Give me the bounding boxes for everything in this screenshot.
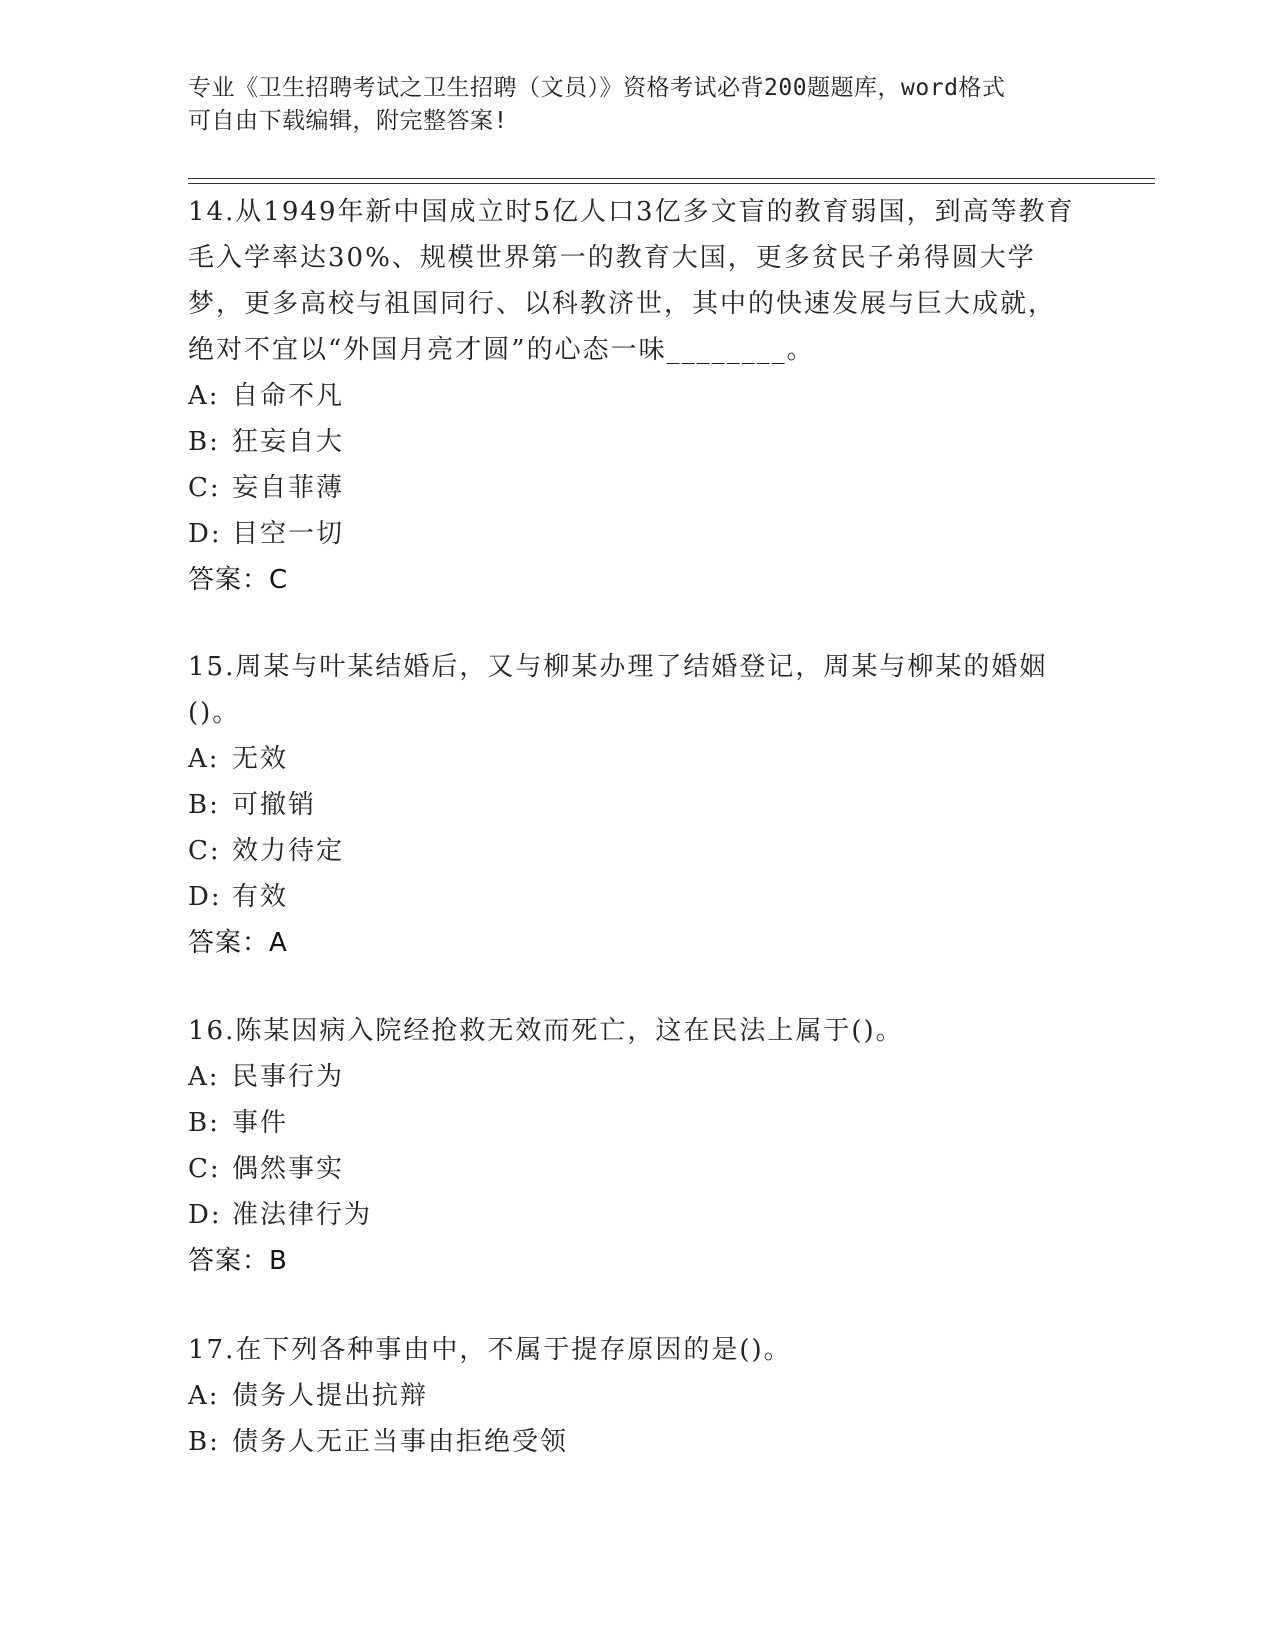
option-letter: D: (188, 1200, 222, 1230)
option-text: 狂妄自大 (232, 427, 345, 457)
option-letter: B: (188, 790, 220, 820)
option-text: 准法律行为 (232, 1200, 373, 1230)
option-d (188, 1192, 1078, 1238)
option-text: 妄自菲薄 (232, 473, 345, 503)
option-text: 自命不凡 (232, 381, 345, 411)
option-a (188, 736, 1078, 782)
option-text: 偶然事实 (232, 1154, 345, 1184)
option-text: 目空一切 (232, 519, 345, 549)
option-b (188, 782, 1078, 828)
document-header (188, 72, 1088, 138)
question-17 (188, 1327, 1078, 1465)
question-stem: 17.在下列各种事由中，不属于提存原因的是()。 (188, 1335, 792, 1365)
header-divider-top (188, 178, 1155, 179)
header-divider-bottom (188, 183, 1155, 184)
option-text: 可撤销 (232, 790, 317, 820)
option-text: 事件 (232, 1108, 289, 1138)
option-a (188, 373, 1078, 419)
option-text: 债务人提出抗辩 (232, 1381, 429, 1411)
answer-line: 答案：C (188, 565, 289, 595)
option-a (188, 1373, 1078, 1419)
question-stem: 14.从1949年新中国成立时5亿人口3亿多文盲的教育弱国，到高等教育毛入学率达30%、规模世界第一的教育大国，更多贫民子弟得圆大学梦，更多高校与祖国同行、以科教济世，其中的快速发展与巨大成就，绝对不宜以“外国月亮才圆”的心态一味________。 (188, 197, 1075, 365)
header-line-1: 专业《卫生招聘考试之卫生招聘（文员）》资格考试必背200题题库，word格式 (188, 75, 1006, 101)
option-b (188, 1419, 1078, 1465)
option-letter: A: (188, 381, 220, 411)
question-16 (188, 1008, 1078, 1284)
option-letter: B: (188, 1108, 220, 1138)
option-text: 无效 (232, 744, 289, 774)
option-text: 效力待定 (232, 836, 345, 866)
option-letter: C: (188, 836, 221, 866)
option-c (188, 465, 1078, 511)
option-letter: D: (188, 519, 222, 549)
header-line-2: 可自由下载编辑，附完整答案! (188, 108, 508, 134)
option-c (188, 1146, 1078, 1192)
option-letter: A: (188, 1062, 220, 1092)
option-c (188, 828, 1078, 874)
option-letter: A: (188, 1381, 220, 1411)
option-b (188, 1100, 1078, 1146)
option-letter: C: (188, 1154, 221, 1184)
answer-line: 答案：B (188, 1246, 288, 1276)
option-a (188, 1054, 1078, 1100)
option-letter: A: (188, 744, 220, 774)
option-text: 债务人无正当事由拒绝受领 (232, 1427, 569, 1457)
option-text: 有效 (232, 882, 289, 912)
question-15 (188, 644, 1078, 966)
option-letter: D: (188, 882, 222, 912)
answer-line: 答案：A (188, 928, 288, 958)
option-d (188, 874, 1078, 920)
question-stem: 15.周某与叶某结婚后，又与柳某办理了结婚登记，周某与柳某的婚姻()。 (188, 652, 1048, 728)
question-14 (188, 189, 1078, 603)
question-stem: 16.陈某因病入院经抢救无效而死亡，这在民法上属于()。 (188, 1016, 904, 1046)
option-text: 民事行为 (232, 1062, 345, 1092)
option-d (188, 511, 1078, 557)
option-letter: B: (188, 1427, 220, 1457)
option-letter: C: (188, 473, 221, 503)
option-letter: B: (188, 427, 220, 457)
option-b (188, 419, 1078, 465)
